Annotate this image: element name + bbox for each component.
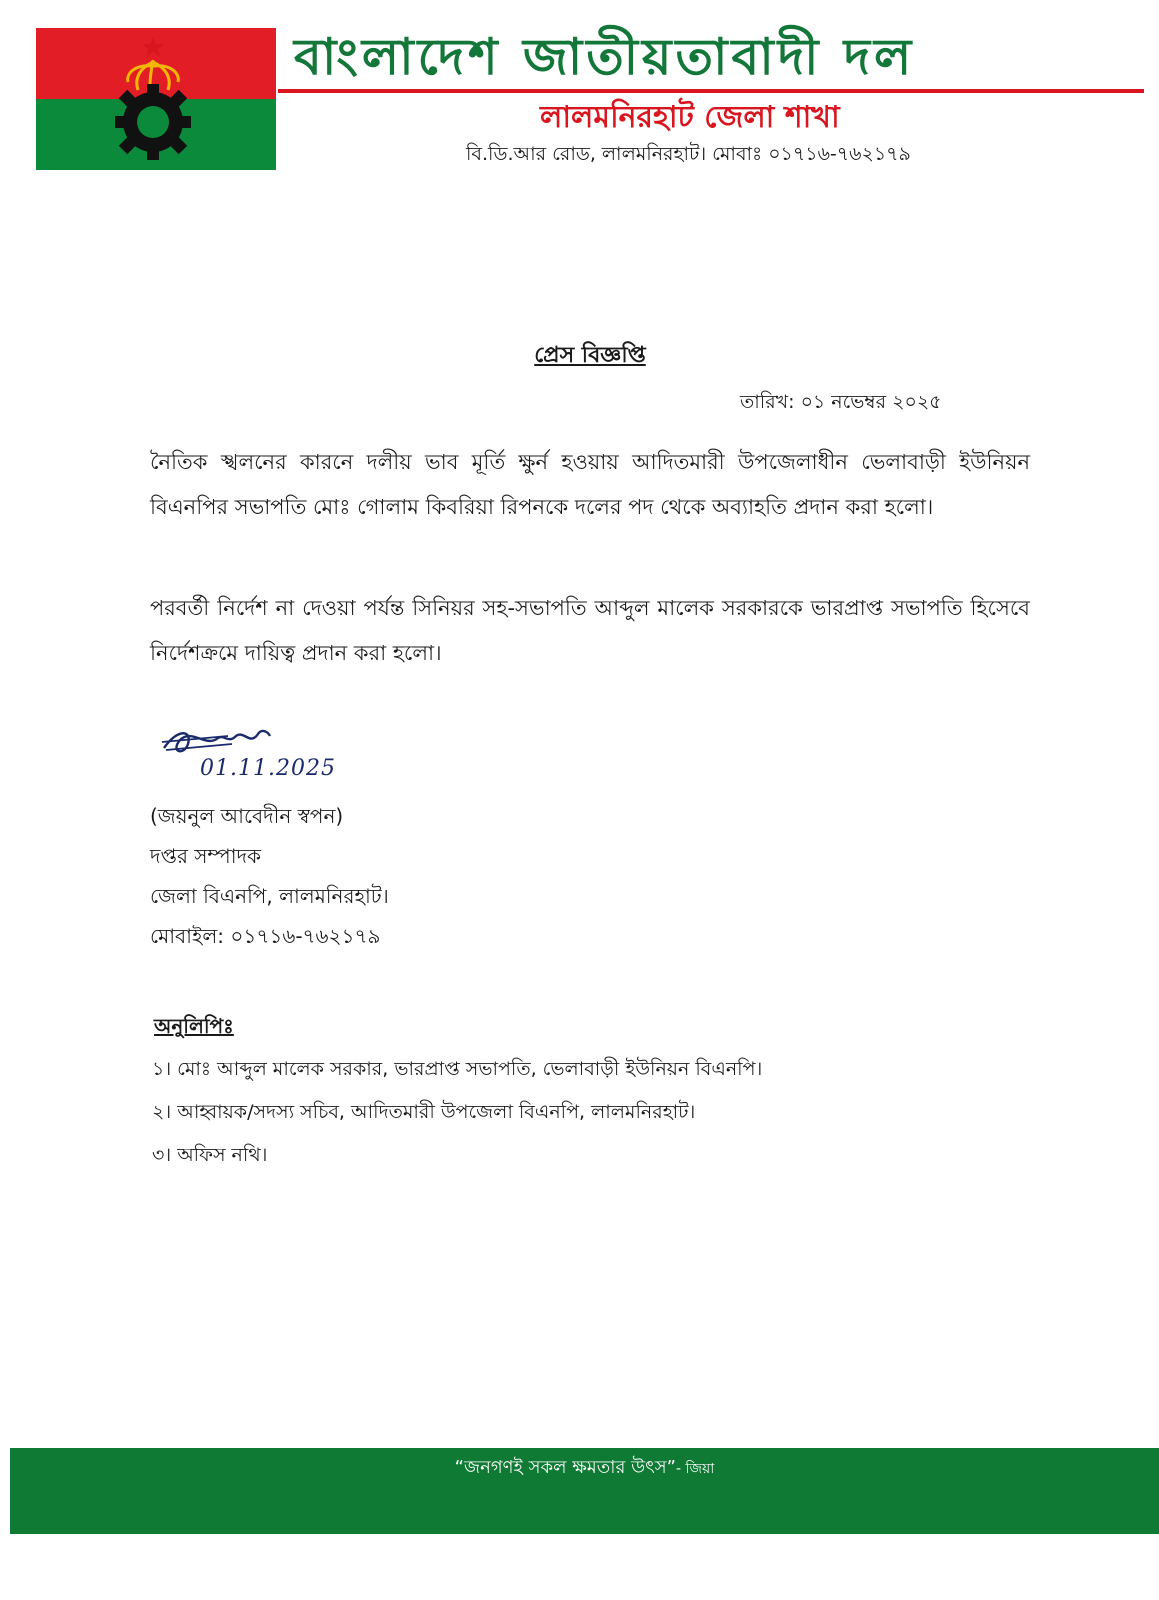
copies-heading: অনুলিপিঃ: [154, 1014, 234, 1038]
copy-item: ৩। অফিস নথি।: [152, 1144, 268, 1166]
copy-item: ২। আহ্বায়ক/সদস্য সচিব, আদিতমারী উপজেলা বিএনপি, লালমনিরহাট।: [152, 1101, 696, 1123]
gear-icon: [115, 84, 191, 160]
branch-name: লালমনিরহাট জেলা শাখা: [540, 100, 840, 135]
body-paragraph-1: নৈতিক স্খলনের কারনে দলীয় ভাব মূর্তি ক্ষুর্ন হওয়ায় আদিতমারী উপজেলাধীন ভেলাবাড়ী ইউনিয়ন বিএনপির সভাপতি মোঃ গোলাম কিবরিয়া রিপনকে দলের পদ থেকে অব্যাহতি প্রদান করা হলো।: [150, 450, 1030, 519]
footer-quote: [10, 1448, 1159, 1488]
party-flag: [36, 28, 276, 170]
signature-date: 01.11.2025: [200, 756, 336, 781]
sheaf-gear-emblem-icon: [98, 32, 208, 166]
party-name-heading: বাংলাদেশ জাতীয়তাবাদী দল: [294, 28, 916, 86]
footer-band: [10, 1448, 1159, 1534]
header-divider: [278, 89, 1144, 93]
signatory-block: [150, 796, 550, 956]
release-date: তারিখ: ০১ নভেম্বর ২০২৫: [740, 391, 942, 413]
star-icon: [142, 36, 164, 57]
footer-quote-text: “জনগণই সকল ক্ষমতার উৎস”: [454, 1457, 676, 1478]
body-paragraph-2: পরবর্তী নির্দেশ না দেওয়া পর্যন্ত সিনিয়র সহ-সভাপতি আব্দুল মালেক সরকারকে ভারপ্রাপ্ত সভাপতি হিসেবে নির্দেশক্রমে দায়িত্ব প্রদান করা হলো।: [150, 596, 1030, 665]
copy-item: ১। মোঃ আব্দুল মালেক সরকার, ভারপ্রাপ্ত সভাপতি, ভেলাবাড়ী ইউনিয়ন বিএনপি।: [152, 1058, 763, 1080]
signatory-designation: দপ্তর সম্পাদক: [150, 844, 261, 868]
copies-list: [152, 1048, 992, 1177]
press-release-title: প্রেস বিজ্ঞপ্তি: [534, 343, 646, 368]
signatory-office: জেলা বিএনপি, লালমনিরহাট।: [150, 884, 389, 908]
footer-quote-author: - জিয়া: [676, 1461, 715, 1477]
office-address: বি.ডি.আর রোড, লালমনিরহাট। মোবাঃ ০১৭১৬-৭৬২১৭৯: [466, 143, 911, 165]
signatory-mobile: মোবাইল: ০১৭১৬-৭৬২১৭৯: [150, 924, 381, 948]
signatory-name: (জয়নুল আবেদীন স্বপন): [150, 804, 344, 828]
